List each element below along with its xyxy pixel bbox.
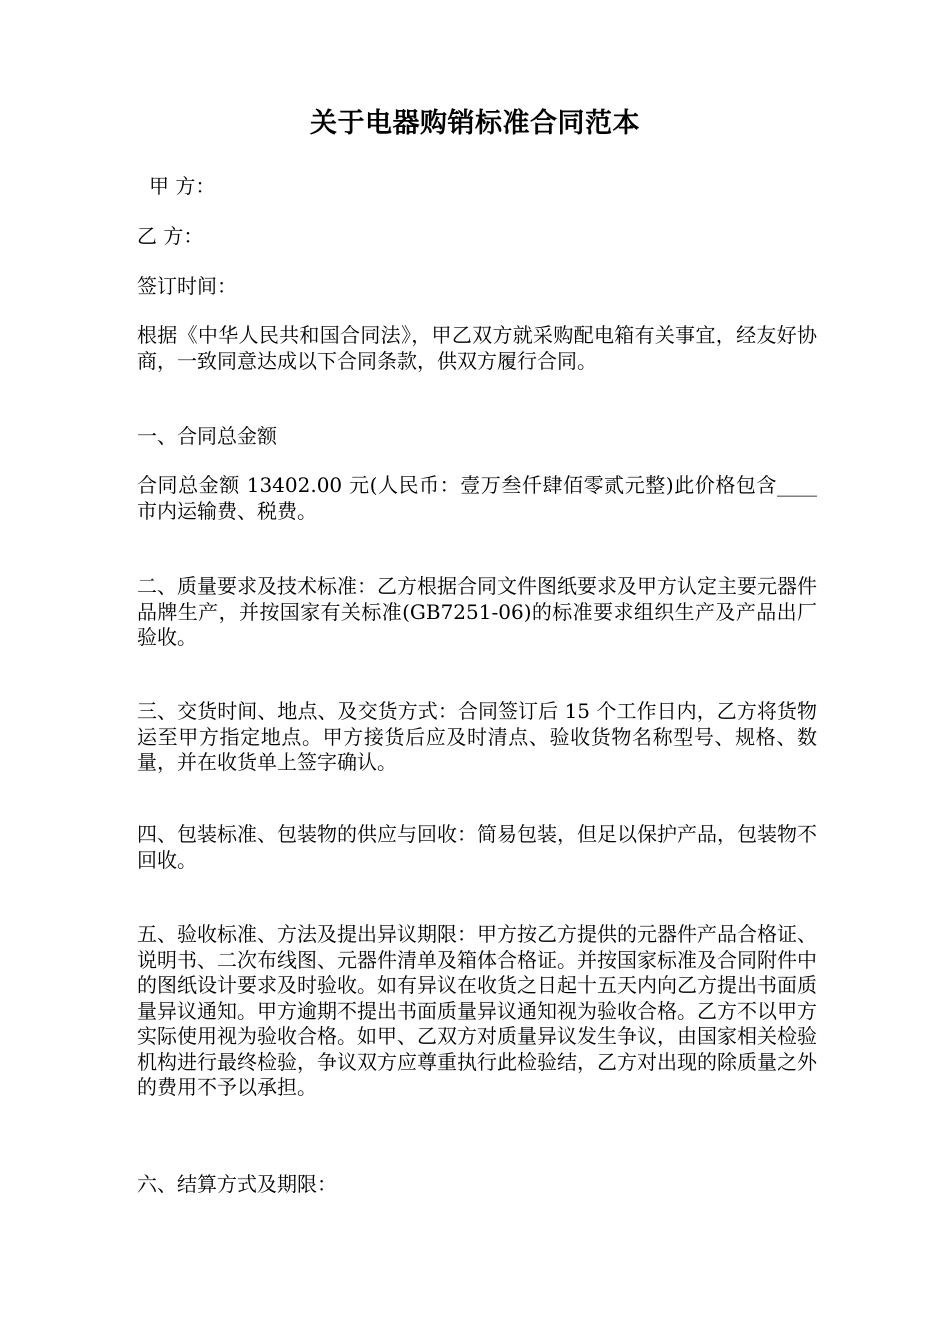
section-5-paragraph: 五、验收标准、方法及提出异议期限：甲方按乙方提供的元器件产品合格证、说明书、二次布线图、元器件清单及箱体合格证。并按国家标准及合同附件中的图纸设计要求及时验收。如有异议在收货之日起十五天内向乙方提出书面质量异议通知。甲方逾期不提出书面质量异议通知视为验收合格。乙方不以甲方实际使用视为验收合格。如甲、乙双方对质量异议发生争议，由国家相关检验机构进行最终检验，争议双方应尊重执行此检验结，乙方对出现的除质量之外的费用不予以承担。 [137,922,817,1099]
sign-time-label: 签订时间： [137,274,237,298]
party-b-label: 乙 方： [137,224,204,248]
section-1-body: 合同总金额 13402.00 元(人民币：壹万叁仟肆佰零贰元整)此价格包含____市内运输费、税费。 [137,473,817,523]
section-3-paragraph: 三、交货时间、地点、及交货方式：合同签订后 15 个工作日内，乙方将货物运至甲方指定地点。甲方接货后应及时清点、验收货物名称型号、规格、数量，并在收货单上签字确认。 [137,699,817,774]
section-1-heading: 一、合同总金额 [137,424,277,448]
intro-paragraph: 根据《中华人民共和国合同法》，甲乙双方就采购配电箱有关事宜，经友好协商，一致同意达成以下合同条款，供双方履行合同。 [137,323,817,373]
section-6-heading: 六、结算方式及期限： [137,1172,337,1196]
section-4-paragraph: 四、包装标准、包装物的供应与回收：简易包装，但足以保护产品，包装物不回收。 [137,822,817,872]
section-2-paragraph: 二、质量要求及技术标准：乙方根据合同文件图纸要求及甲方认定主要元器件品牌生产，并按国家有关标准(GB7251-06)的标准要求组织生产及产品出厂验收。 [137,574,817,649]
party-a-label: 甲 方： [149,174,216,198]
document-title: 关于电器购销标准合同范本 [310,108,640,139]
